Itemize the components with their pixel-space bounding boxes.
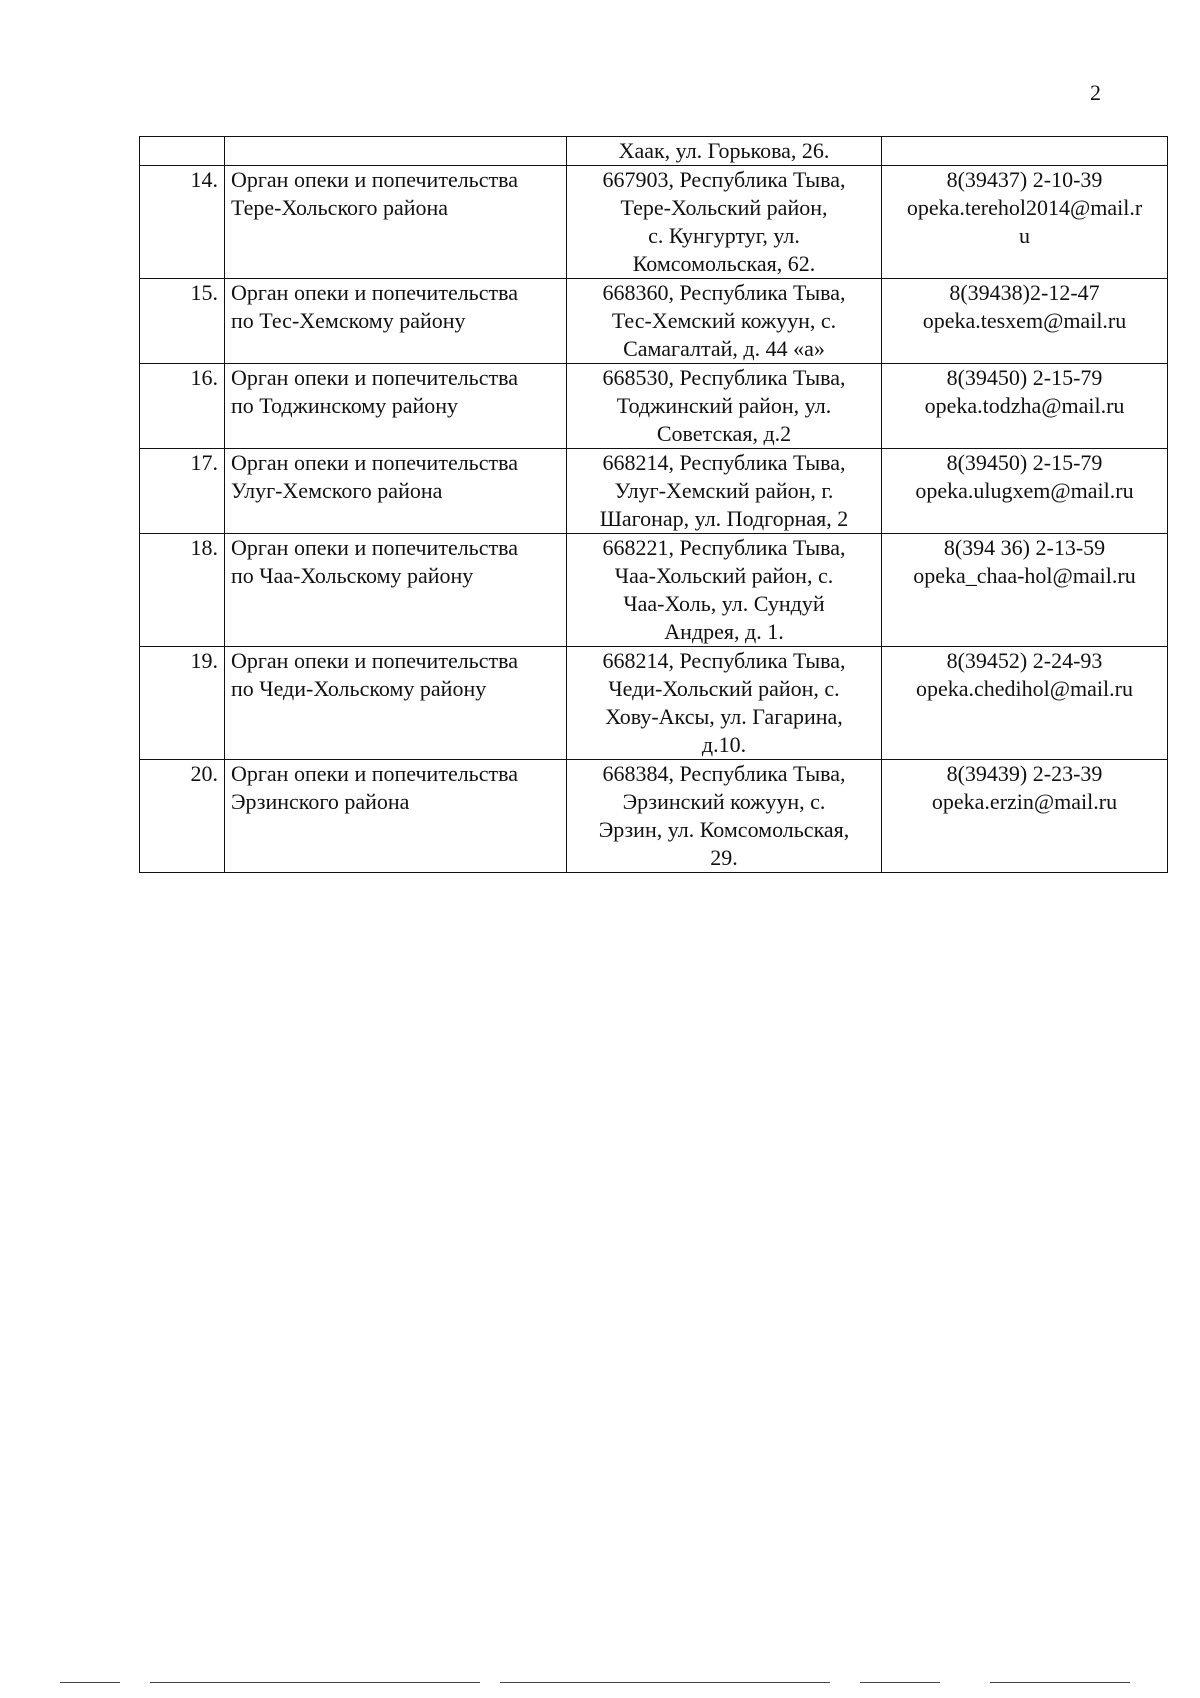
row-number-cell: 16. — [140, 364, 225, 449]
scan-artifact-line — [60, 1682, 120, 1683]
organization-name-line: Орган опеки и попечительства — [231, 167, 518, 192]
organization-name-cell — [225, 364, 567, 449]
address-line: Тес-Хемский кожуун, с. — [611, 308, 837, 333]
organization-name-cell — [225, 166, 567, 279]
contact-cell — [882, 279, 1168, 364]
guardianship-authorities-table — [139, 136, 1168, 873]
organization-name-line: по Чаа-Хольскому району — [231, 563, 474, 588]
table-body — [140, 137, 1168, 873]
phone-number: 8(39450) 2-15-79 — [946, 365, 1103, 390]
organization-name-line: Орган опеки и попечительства — [231, 648, 518, 673]
table-row — [140, 166, 1168, 279]
email-address: opeka.erzin@mail.ru — [931, 789, 1118, 814]
row-number-cell — [140, 137, 225, 166]
address-line: Комсомольская, 62. — [632, 251, 816, 276]
address-line: д.10. — [701, 732, 747, 757]
address-line: 667903, Республика Тыва, — [602, 167, 846, 192]
address-line: 668214, Республика Тыва, — [602, 450, 846, 475]
phone-number: 8(39438)2-12-47 — [949, 280, 1100, 305]
phone-number: 8(39452) 2-24-93 — [946, 648, 1103, 673]
organization-name-line: Орган опеки и попечительства — [231, 450, 518, 475]
email-address: opeka.terehol2014@mail.r — [906, 195, 1143, 220]
row-number-cell: 15. — [140, 279, 225, 364]
row-number-cell: 14. — [140, 166, 225, 279]
email-address: opeka.tesxem@mail.ru — [922, 308, 1127, 333]
row-number-cell: 18. — [140, 534, 225, 647]
address-line: Хаак, ул. Горькова, 26. — [618, 138, 830, 163]
phone-number: 8(39439) 2-23-39 — [946, 761, 1103, 786]
organization-name-line: по Чеди-Хольскому району — [231, 676, 487, 701]
address-line: Улуг-Хемский район, г. — [614, 478, 834, 503]
table-row — [140, 760, 1168, 873]
address-line: Хову-Аксы, ул. Гагарина, — [605, 704, 843, 729]
organization-name-line: по Тес-Хемскому району — [231, 308, 466, 333]
address-line: 668214, Республика Тыва, — [602, 648, 846, 673]
organization-name-line: Орган опеки и попечительства — [231, 761, 518, 786]
organization-name-cell — [225, 647, 567, 760]
contact-cell — [882, 166, 1168, 279]
address-line: Андрея, д. 1. — [664, 619, 784, 644]
organization-name-cell — [225, 137, 567, 166]
row-number-cell: 17. — [140, 449, 225, 534]
organization-name-line: Орган опеки и попечительства — [231, 365, 518, 390]
contact-cell — [882, 137, 1168, 166]
organization-name-line: Тере-Хольского района — [231, 195, 449, 220]
address-cell — [567, 449, 882, 534]
page-number: 2 — [1090, 80, 1101, 105]
address-line: Советская, д.2 — [656, 421, 792, 446]
scan-artifact-line — [500, 1682, 830, 1683]
email-address: opeka.chedihol@mail.ru — [916, 676, 1133, 701]
address-line: 668530, Республика Тыва, — [602, 365, 846, 390]
table-row — [140, 449, 1168, 534]
table-row-continuation — [140, 137, 1168, 166]
table-row — [140, 534, 1168, 647]
phone-number: 8(39450) 2-15-79 — [946, 450, 1103, 475]
contact-cell — [882, 364, 1168, 449]
address-line: 668221, Республика Тыва, — [602, 535, 846, 560]
scan-artifact-line — [860, 1682, 940, 1683]
address-line: Тоджинский район, ул. — [616, 393, 832, 418]
address-line: Чеди-Хольский район, с. — [608, 676, 840, 701]
address-line: Эрзинский кожуун, с. — [622, 789, 826, 814]
address-line: 668360, Республика Тыва, — [602, 280, 846, 305]
table-row — [140, 647, 1168, 760]
phone-number: 8(394 36) 2-13-59 — [943, 535, 1106, 560]
email-address: u — [1019, 223, 1030, 248]
contact-cell — [882, 449, 1168, 534]
contact-cell — [882, 534, 1168, 647]
address-line: Тере-Хольский район, — [620, 195, 828, 220]
contact-cell — [882, 760, 1168, 873]
address-line: Чаа-Холь, ул. Сундуй — [623, 591, 825, 616]
address-line: Эрзин, ул. Комсомольская, — [598, 817, 850, 842]
address-cell — [567, 760, 882, 873]
row-number-cell: 19. — [140, 647, 225, 760]
organization-name-line: Орган опеки и попечительства — [231, 535, 518, 560]
email-address: opeka.todzha@mail.ru — [924, 393, 1125, 418]
address-line: с. Кунгуртуг, ул. — [648, 223, 800, 248]
scan-artifact-line — [150, 1682, 480, 1683]
address-cell — [567, 137, 882, 166]
address-cell — [567, 364, 882, 449]
organization-name-line: Улуг-Хемского района — [231, 478, 443, 503]
table-row — [140, 279, 1168, 364]
table-row — [140, 364, 1168, 449]
address-line: 29. — [710, 845, 738, 870]
address-line: Чаа-Хольский район, с. — [614, 563, 834, 588]
organization-name-line: Эрзинского района — [231, 789, 410, 814]
organization-name-cell — [225, 534, 567, 647]
contact-cell — [882, 647, 1168, 760]
address-line: Шагонар, ул. Подгорная, 2 — [599, 506, 849, 531]
organization-name-cell — [225, 449, 567, 534]
email-address: opeka.ulugxem@mail.ru — [915, 478, 1134, 503]
phone-number: 8(39437) 2-10-39 — [946, 167, 1103, 192]
organization-name-cell — [225, 760, 567, 873]
address-cell — [567, 166, 882, 279]
scan-artifact-line — [990, 1682, 1130, 1683]
address-line: 668384, Республика Тыва, — [602, 761, 846, 786]
address-line: Самагалтай, д. 44 «а» — [623, 336, 825, 361]
organization-name-cell — [225, 279, 567, 364]
organization-name-line: Орган опеки и попечительства — [231, 280, 518, 305]
address-cell — [567, 647, 882, 760]
row-number-cell: 20. — [140, 760, 225, 873]
address-cell — [567, 279, 882, 364]
organization-name-line: по Тоджинскому району — [231, 393, 459, 418]
email-address: opeka_chaa-hol@mail.ru — [913, 563, 1136, 588]
address-cell — [567, 534, 882, 647]
